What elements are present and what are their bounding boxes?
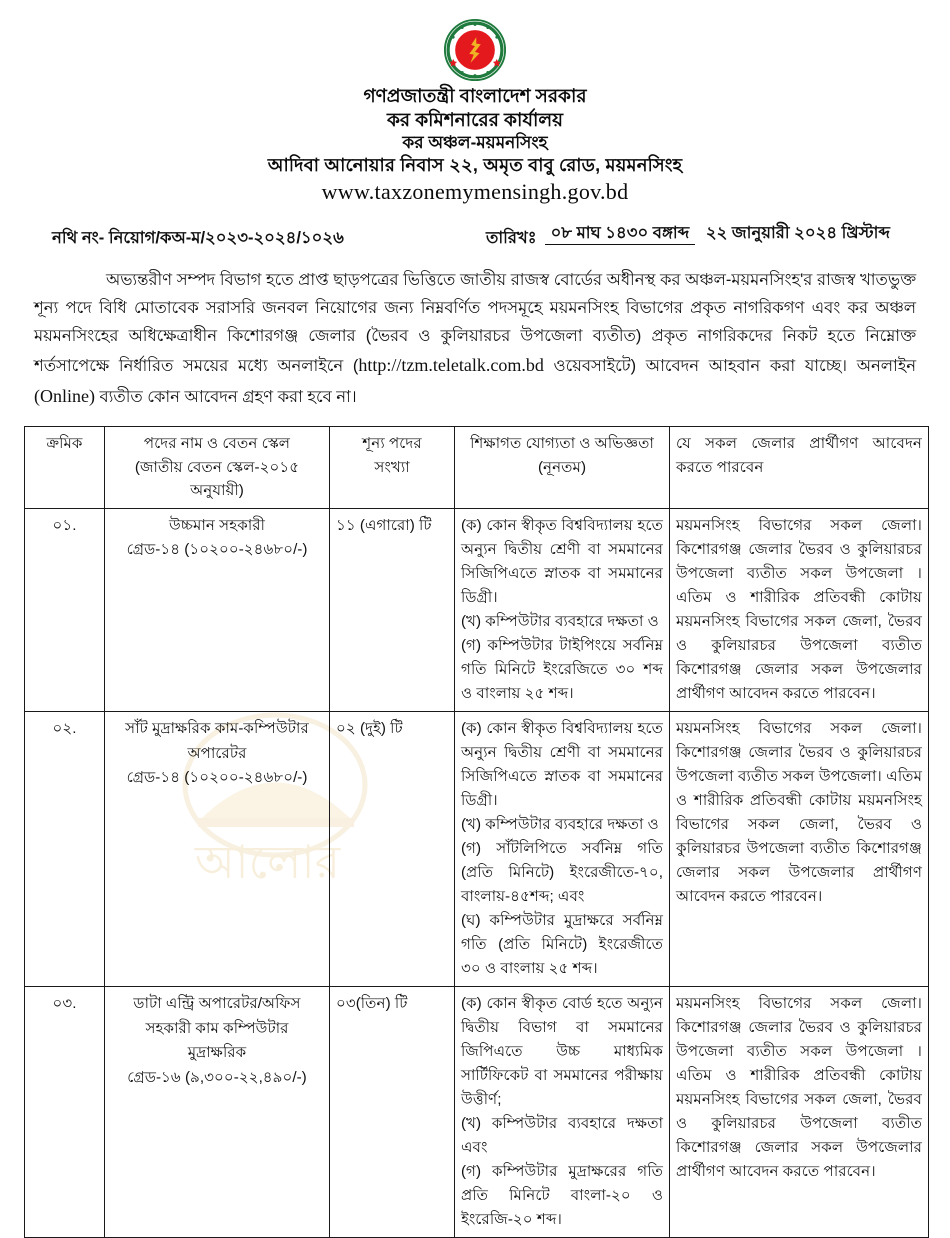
header-text: অনুযায়ী) bbox=[190, 482, 244, 500]
cell-vacancy-count: ১১ (এগারো) টি bbox=[330, 508, 455, 711]
date-bengali: ০৮ মাঘ ১৪৩০ বঙ্গাব্দ bbox=[545, 224, 696, 245]
intro-paragraph bbox=[34, 266, 916, 413]
header-text: শূন্য পদের bbox=[362, 435, 422, 453]
intro-text-part2: ওয়েবসাইটে) আবেদন আহবান করা যাচ্ছে। অনলাইন bbox=[543, 357, 917, 376]
qualification-item: (গ) কম্পিউটার টাইপিংয়ে সর্বনিম্ন গতি মিনিটে ইংরেজিতে ৩০ শব্দ ও বাংলায় ২৫ শব্দ। bbox=[461, 636, 663, 702]
header-text: পদের নাম ও বেতন স্কেল bbox=[143, 435, 291, 453]
column-header-vacancies bbox=[330, 427, 455, 509]
online-keyword: (Online) bbox=[34, 386, 95, 407]
qualification-item: (খ) কম্পিউটার ব্যবহারে দক্ষতা ও bbox=[461, 816, 659, 834]
qualification-item: (গ) কম্পিউটার মুদ্রাক্ষরের গতি প্রতি মিনিটে বাংলা-২০ ও ইংরেজি-২০ শব্দ। bbox=[461, 1163, 663, 1229]
column-header-post-and-scale bbox=[105, 427, 330, 509]
post-grade: গ্রেড-১৪ (১০২০০-২৪৬৮০/-) bbox=[126, 769, 308, 787]
emblem-container bbox=[24, 18, 926, 82]
application-url: http://tzm.teletalk.com.bd bbox=[358, 355, 544, 376]
intro-text-part1: অভ্যন্তরীণ সম্পদ বিভাগ হতে প্রাপ্ত ছাড়পত্রের ভিত্তিতে জাতীয় রাজস্ব বোর্ডের অধীনস্থ কর অঞ্চল-ময়মনসিংহ'র রাজস্ব খাতভুক্ত শূন্য পদে বিধি মোতাবেক সরাসরি জনবল নিয়োগের জন্য নিম্নবর্ণিত পদসমূহে ময়মনসিংহ বিভাগের প্রকৃত নাগরিকগণ এবং কর অঞ্চল ময়মনসিংহের অধিক্ষেত্রাধীন কিশোরগঞ্জ জেলার (ভৈরব ও কুলিয়ারচর উপজেলা ব্যতীত) প্রকৃত নাগরিকদের নিকট হতে নিম্নোক্ত শর্তসাপেক্ষে নির্ধারিত সময়ের মধ্যে অনলাইনে ( bbox=[34, 270, 916, 376]
header-text: সংখ্যা bbox=[374, 458, 410, 476]
date-block bbox=[486, 215, 920, 252]
cell-qualifications bbox=[455, 711, 670, 986]
header-line-government: গণপ্রজাতন্ত্রী বাংলাদেশ সরকার bbox=[363, 85, 587, 106]
cell-vacancy-count: ০২ (দুই) টি bbox=[330, 711, 455, 986]
cell-post-name bbox=[105, 508, 330, 711]
qualification-item: (ক) কোন স্বীকৃত বিশ্ববিদ্যালয় হতে অন্যুন দ্বিতীয় শ্রেণী বা সমমানের সিজিপিএতে স্নাতক বা সমমানের ডিগ্রী। bbox=[461, 516, 663, 606]
intro-text-part3: ব্যতীত কোন আবেদন গ্রহণ করা হবে না। bbox=[94, 388, 357, 407]
date-label: তারিখঃ bbox=[485, 228, 537, 247]
district-text: ময়মনসিংহ বিভাগের সকল জেলা। কিশোরগঞ্জ জেলার ভৈরব ও কুলিয়ারচর উপজেলা ব্যতীত সকল উপজেলা । এতিম ও শারীরিক প্রতিবন্ধী কোটায় ময়মনসিংহ বিভাগের সকল জেলা, ভৈরব ও কুলিয়ারচর উপজেলা ব্যতীত কিশোরগঞ্জ জেলার সকল উপজেলার প্রার্থীগণ আবেদন করতে পারবেন। bbox=[676, 516, 922, 702]
date-gregorian: ২২ জানুয়ারী ২০২৪ খ্রিস্টাব্দ bbox=[705, 223, 890, 242]
column-header-serial bbox=[25, 427, 105, 509]
bangladesh-government-emblem-icon bbox=[443, 18, 507, 82]
header-website: www.taxzonemymensingh.gov.bd bbox=[321, 178, 629, 204]
qualification-item: (ক) কোন স্বীকৃত বোর্ড হতে অন্যুন দ্বিতীয় বিভাগ বা সমমানের জিপিএতে উচ্চ মাধ্যমিক সার্টিফিকেট বা সমমানের পরীক্ষায় উত্তীর্ণ; bbox=[461, 995, 663, 1109]
header-text: ক্রমিক bbox=[46, 435, 83, 453]
cell-serial: ০১. bbox=[25, 508, 105, 711]
column-header-qualifications bbox=[455, 427, 670, 509]
cell-eligible-districts bbox=[670, 508, 929, 711]
cell-post-name bbox=[105, 987, 330, 1238]
qualification-item: (ঘ) কম্পিউটার মুদ্রাক্ষরে সর্বনিম্ন গতি (প্রতি মিনিটে) ইংরেজীতে ৩০ ও বাংলায় ২৫ শব্দ। bbox=[461, 912, 663, 978]
header-line-zone: কর অঞ্চল-ময়মনসিংহ bbox=[402, 133, 548, 153]
qualification-item: (খ) কম্পিউটার ব্যবহারে দক্ষতা এবং bbox=[461, 1115, 663, 1157]
memo-date-row bbox=[24, 215, 926, 252]
post-grade: গ্রেড-১৪ (১০২০০-২৪৬৮০/-) bbox=[126, 541, 308, 559]
cell-serial: ০৩. bbox=[25, 987, 105, 1238]
cell-vacancy-count: ০৩(তিন) টি bbox=[330, 987, 455, 1238]
post-title: ডাটা এন্ট্রি অপারেটর/অফিস bbox=[133, 995, 301, 1013]
district-text: ময়মনসিংহ বিভাগের সকল জেলা। কিশোরগঞ্জ জেলার ভৈরব ও কুলিয়ারচর উপজেলা ব্যতীত সকল উপজেলা । এতিম ও শারীরিক প্রতিবন্ধী কোটায় ময়মনসিংহ বিভাগের সকল জেলা, ভৈরব ও কুলিয়ারচর উপজেলা ব্যতীত কিশোরগঞ্জ জেলার সকল উপজেলার প্রার্থীগণ আবেদন করতে পারবেন। bbox=[676, 995, 922, 1181]
cell-eligible-districts bbox=[670, 711, 929, 986]
file-number: নথি নং- নিয়োগ/কঅ-ম/২০২৩-২০২৪/১০২৬ bbox=[52, 228, 344, 247]
header-text: শিক্ষাগত যোগ্যতা ও অভিজ্ঞতা bbox=[470, 435, 654, 453]
cell-qualifications bbox=[455, 987, 670, 1238]
post-title-cont2: মুদ্রাক্ষরিক bbox=[187, 1044, 247, 1062]
watermark-text: আলোর bbox=[195, 836, 341, 888]
header-text: (জাতীয় বেতন স্কেল-২০১৫ bbox=[134, 458, 300, 476]
qualification-item: (গ) সাঁটলিপিতে সর্বনিম্ন গতি (প্রতি মিনিটে) ইংরেজীতে-৭০, বাংলায়-৪৫শব্দ; এবং bbox=[461, 840, 663, 906]
table-row bbox=[25, 711, 929, 986]
cell-eligible-districts bbox=[670, 987, 929, 1238]
cell-post-name bbox=[105, 711, 330, 986]
vacancy-table bbox=[24, 426, 929, 1238]
date-stack bbox=[545, 220, 896, 247]
header-text: যে সকল জেলার প্রার্থীগণ আবেদন করতে পারবেন bbox=[676, 435, 922, 476]
header-line-address: আদিবা আনোয়ার নিবাস ২২, অমৃত বাবু রোড, ময়মনসিংহ bbox=[267, 155, 683, 176]
qualification-item: (খ) কম্পিউটার ব্যবহারে দক্ষতা ও bbox=[461, 612, 659, 630]
table-row bbox=[25, 987, 929, 1238]
header-text: (নূনতম) bbox=[537, 458, 587, 476]
post-title: সাঁট মুদ্রাক্ষরিক কাম-কম্পিউটার bbox=[125, 719, 309, 737]
post-title-cont: অপারেটর bbox=[187, 744, 247, 762]
cell-qualifications bbox=[455, 508, 670, 711]
column-header-eligible-districts bbox=[670, 427, 929, 509]
post-title-cont: সহকারী কাম কম্পিউটার bbox=[145, 1019, 289, 1037]
table-header-row bbox=[25, 427, 929, 509]
post-grade: গ্রেড-১৬ (৯,৩০০-২২,৪৯০/-) bbox=[127, 1069, 307, 1086]
table-row bbox=[25, 508, 929, 711]
district-text: ময়মনসিংহ বিভাগের সকল জেলা। কিশোরগঞ্জ জেলার ভৈরব ও কুলিয়ারচর উপজেলা ব্যতীত সকল উপজেলা। এতিম ও শারীরিক প্রতিবন্ধী কোটায় ময়মনসিংহ বিভাগের সকল জেলা, ভৈরব ও কুলিয়ারচর উপজেলা ব্যতীত কিশোরগঞ্জ জেলার সকল উপজেলার প্রার্থীগণ আবেদন করতে পারবেন। bbox=[676, 719, 922, 906]
post-title: উচ্চমান সহকারী bbox=[169, 516, 265, 534]
header-line-office: কর কমিশনারের কার্যালয় bbox=[386, 109, 564, 131]
cell-serial: ০২. bbox=[25, 711, 105, 986]
qualification-item: (ক) কোন স্বীকৃত বিশ্ববিদ্যালয় হতে অন্যুন দ্বিতীয় শ্রেণী বা সমমানের সিজিপিএতে স্নাতক বা সমমানের ডিগ্রী। bbox=[461, 719, 663, 809]
